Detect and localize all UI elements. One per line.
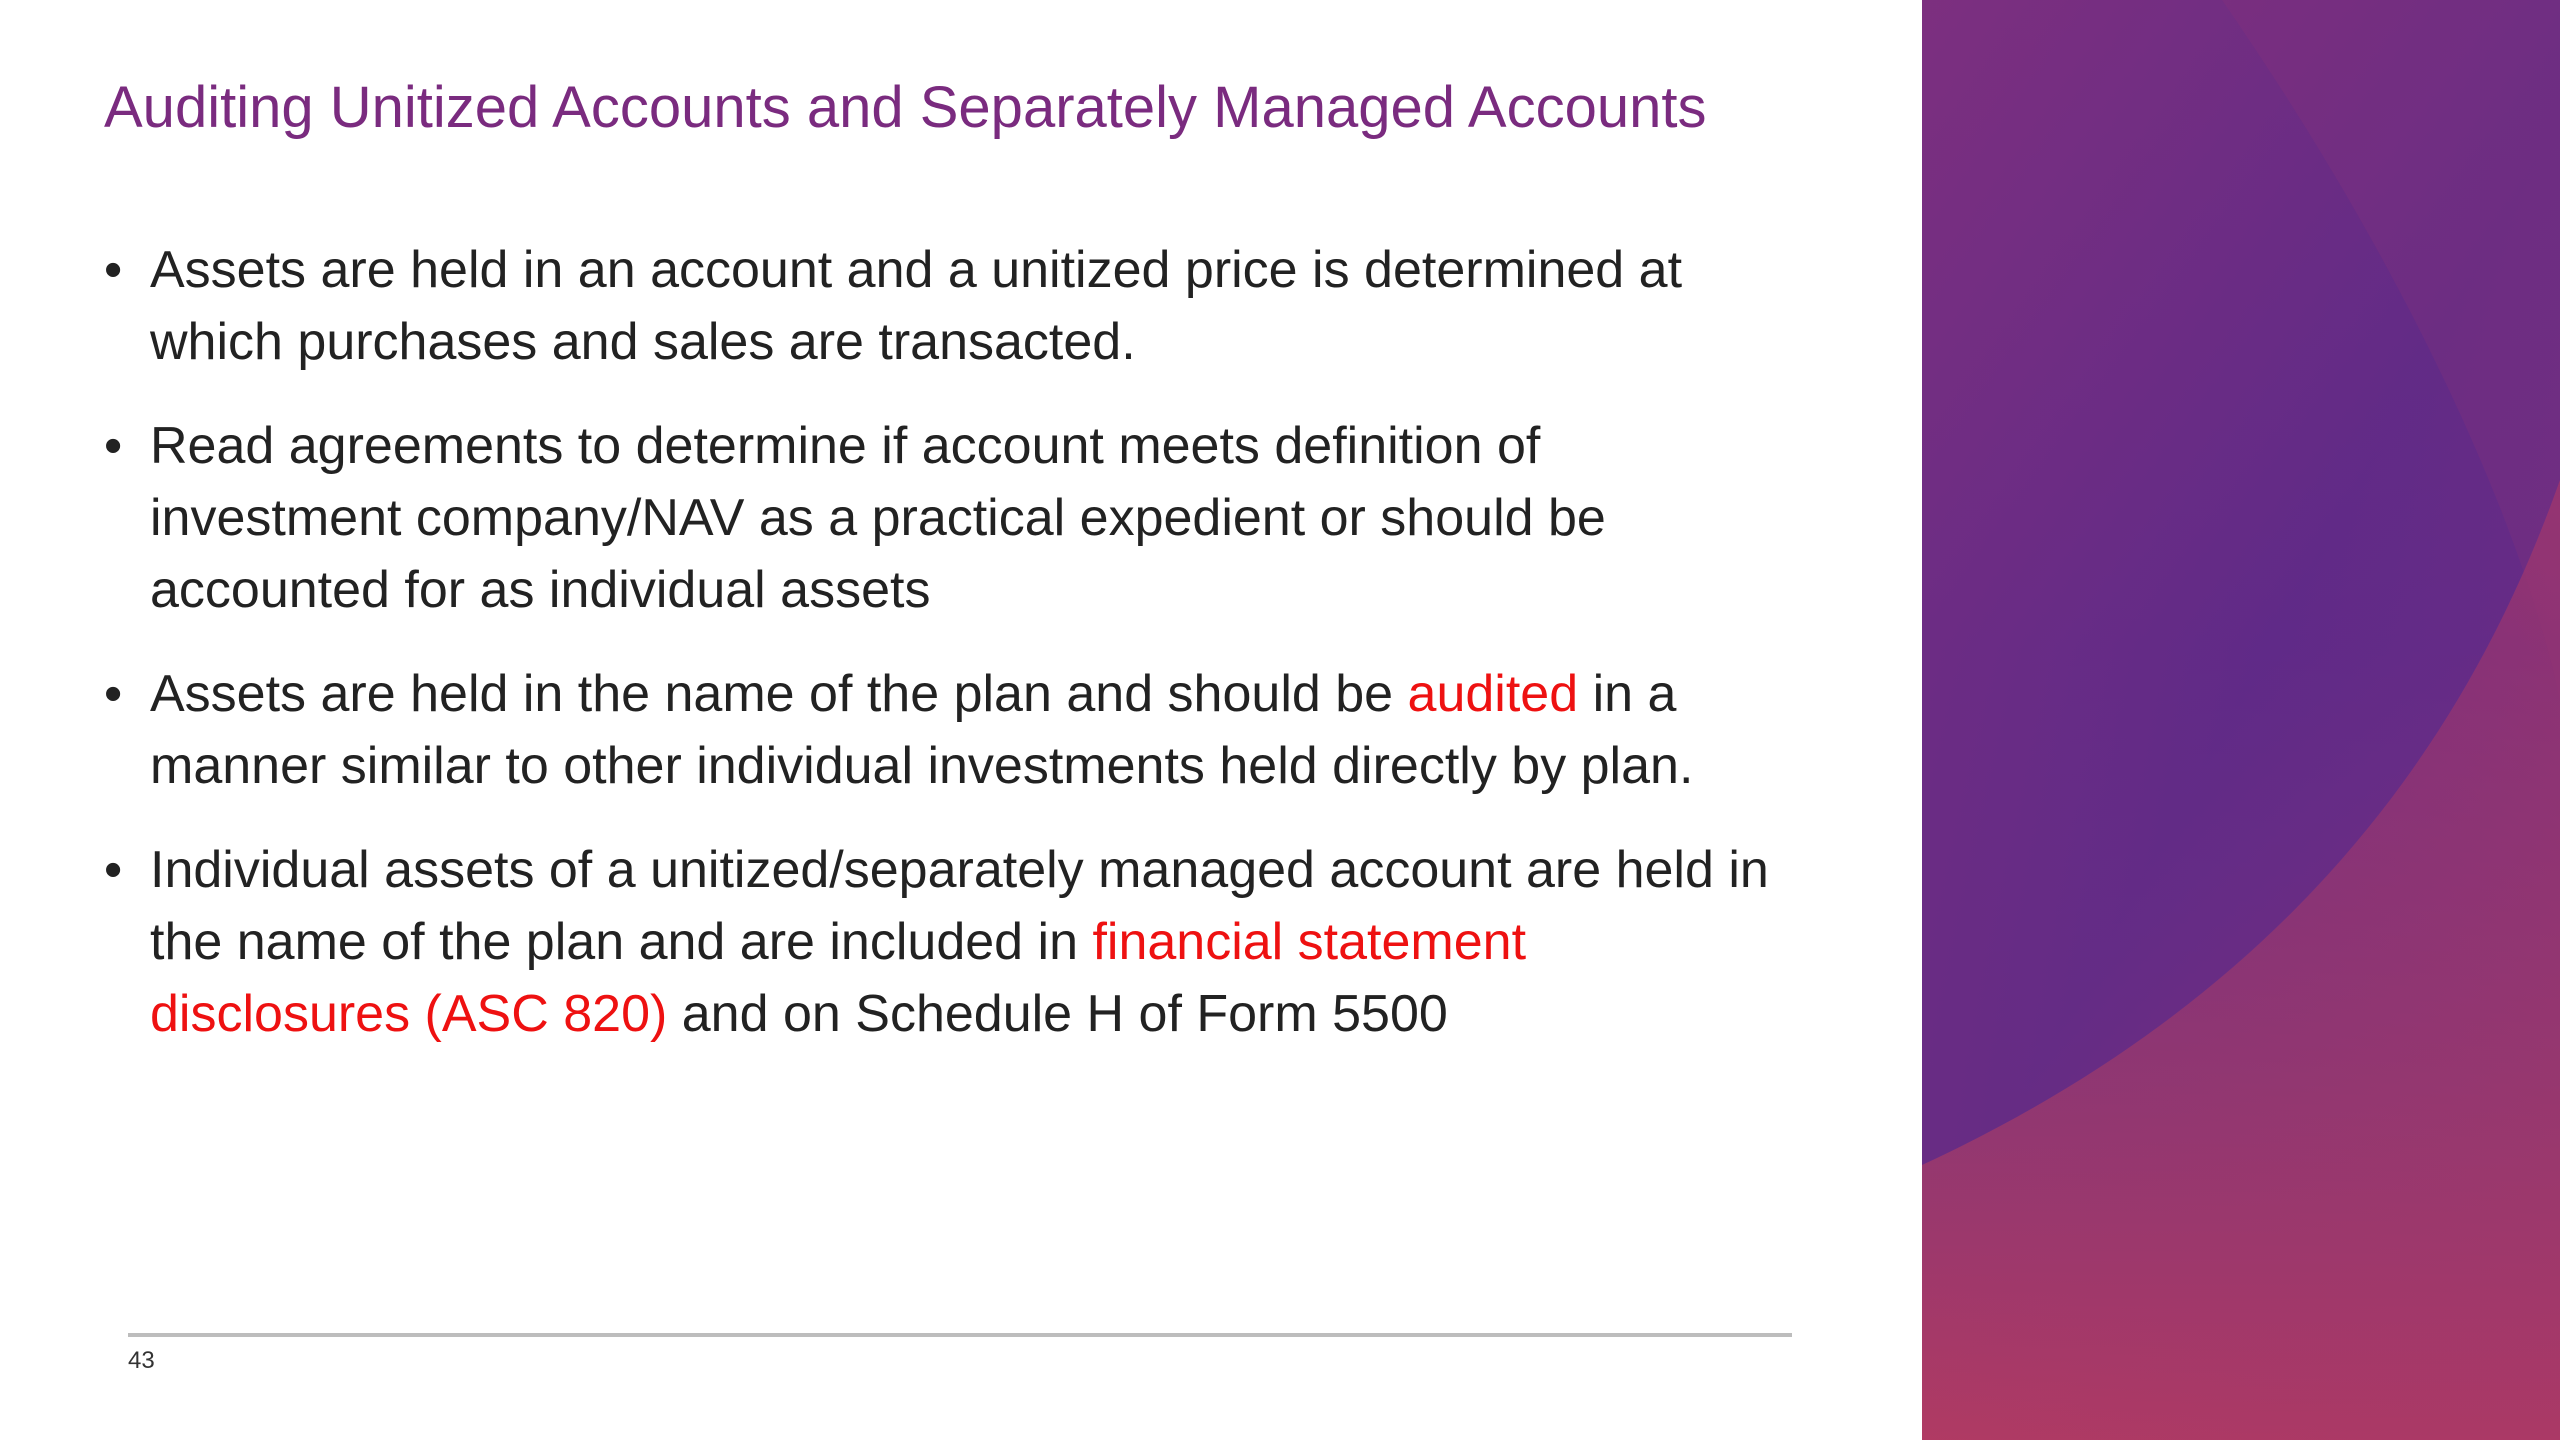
bullet-list	[104, 234, 1784, 1082]
decorative-gradient-panel	[1922, 0, 2560, 1440]
footer-divider	[128, 1333, 1792, 1337]
bullet-item	[104, 658, 1784, 802]
bullet-text: Read agreements to determine if account meets definition of investment company/NAV as a practical expedient or should be accounted for as individual assets	[150, 417, 1606, 619]
bullet-item	[104, 834, 1784, 1050]
bullet-marker: •	[104, 665, 123, 723]
bullet-text: Individual assets of a unitized/separately managed account are held in the name of the plan and are included in	[150, 841, 1769, 971]
bullet-text: Assets are held in an account and a unitized price is determined at which purchases and sales are transacted.	[150, 241, 1683, 371]
page-number: 43	[128, 1347, 155, 1374]
bullet-marker: •	[104, 417, 123, 475]
bullet-item	[104, 234, 1784, 378]
bullet-text: and on Schedule H of Form 5500	[667, 985, 1448, 1043]
highlighted-text: audited	[1407, 665, 1579, 723]
highlighted-text: financial statement disclosures (ASC 820)	[150, 913, 1527, 1043]
bullet-text: in a manner similar to other individual investments held directly by plan.	[150, 665, 1694, 795]
bullet-text: Assets are held in the name of the plan and should be	[150, 665, 1408, 723]
bullet-item	[104, 410, 1784, 626]
slide-title: Auditing Unitized Accounts and Separately Managed Accounts	[104, 75, 1707, 140]
bullet-marker: •	[104, 241, 123, 299]
bullet-marker: •	[104, 841, 123, 899]
